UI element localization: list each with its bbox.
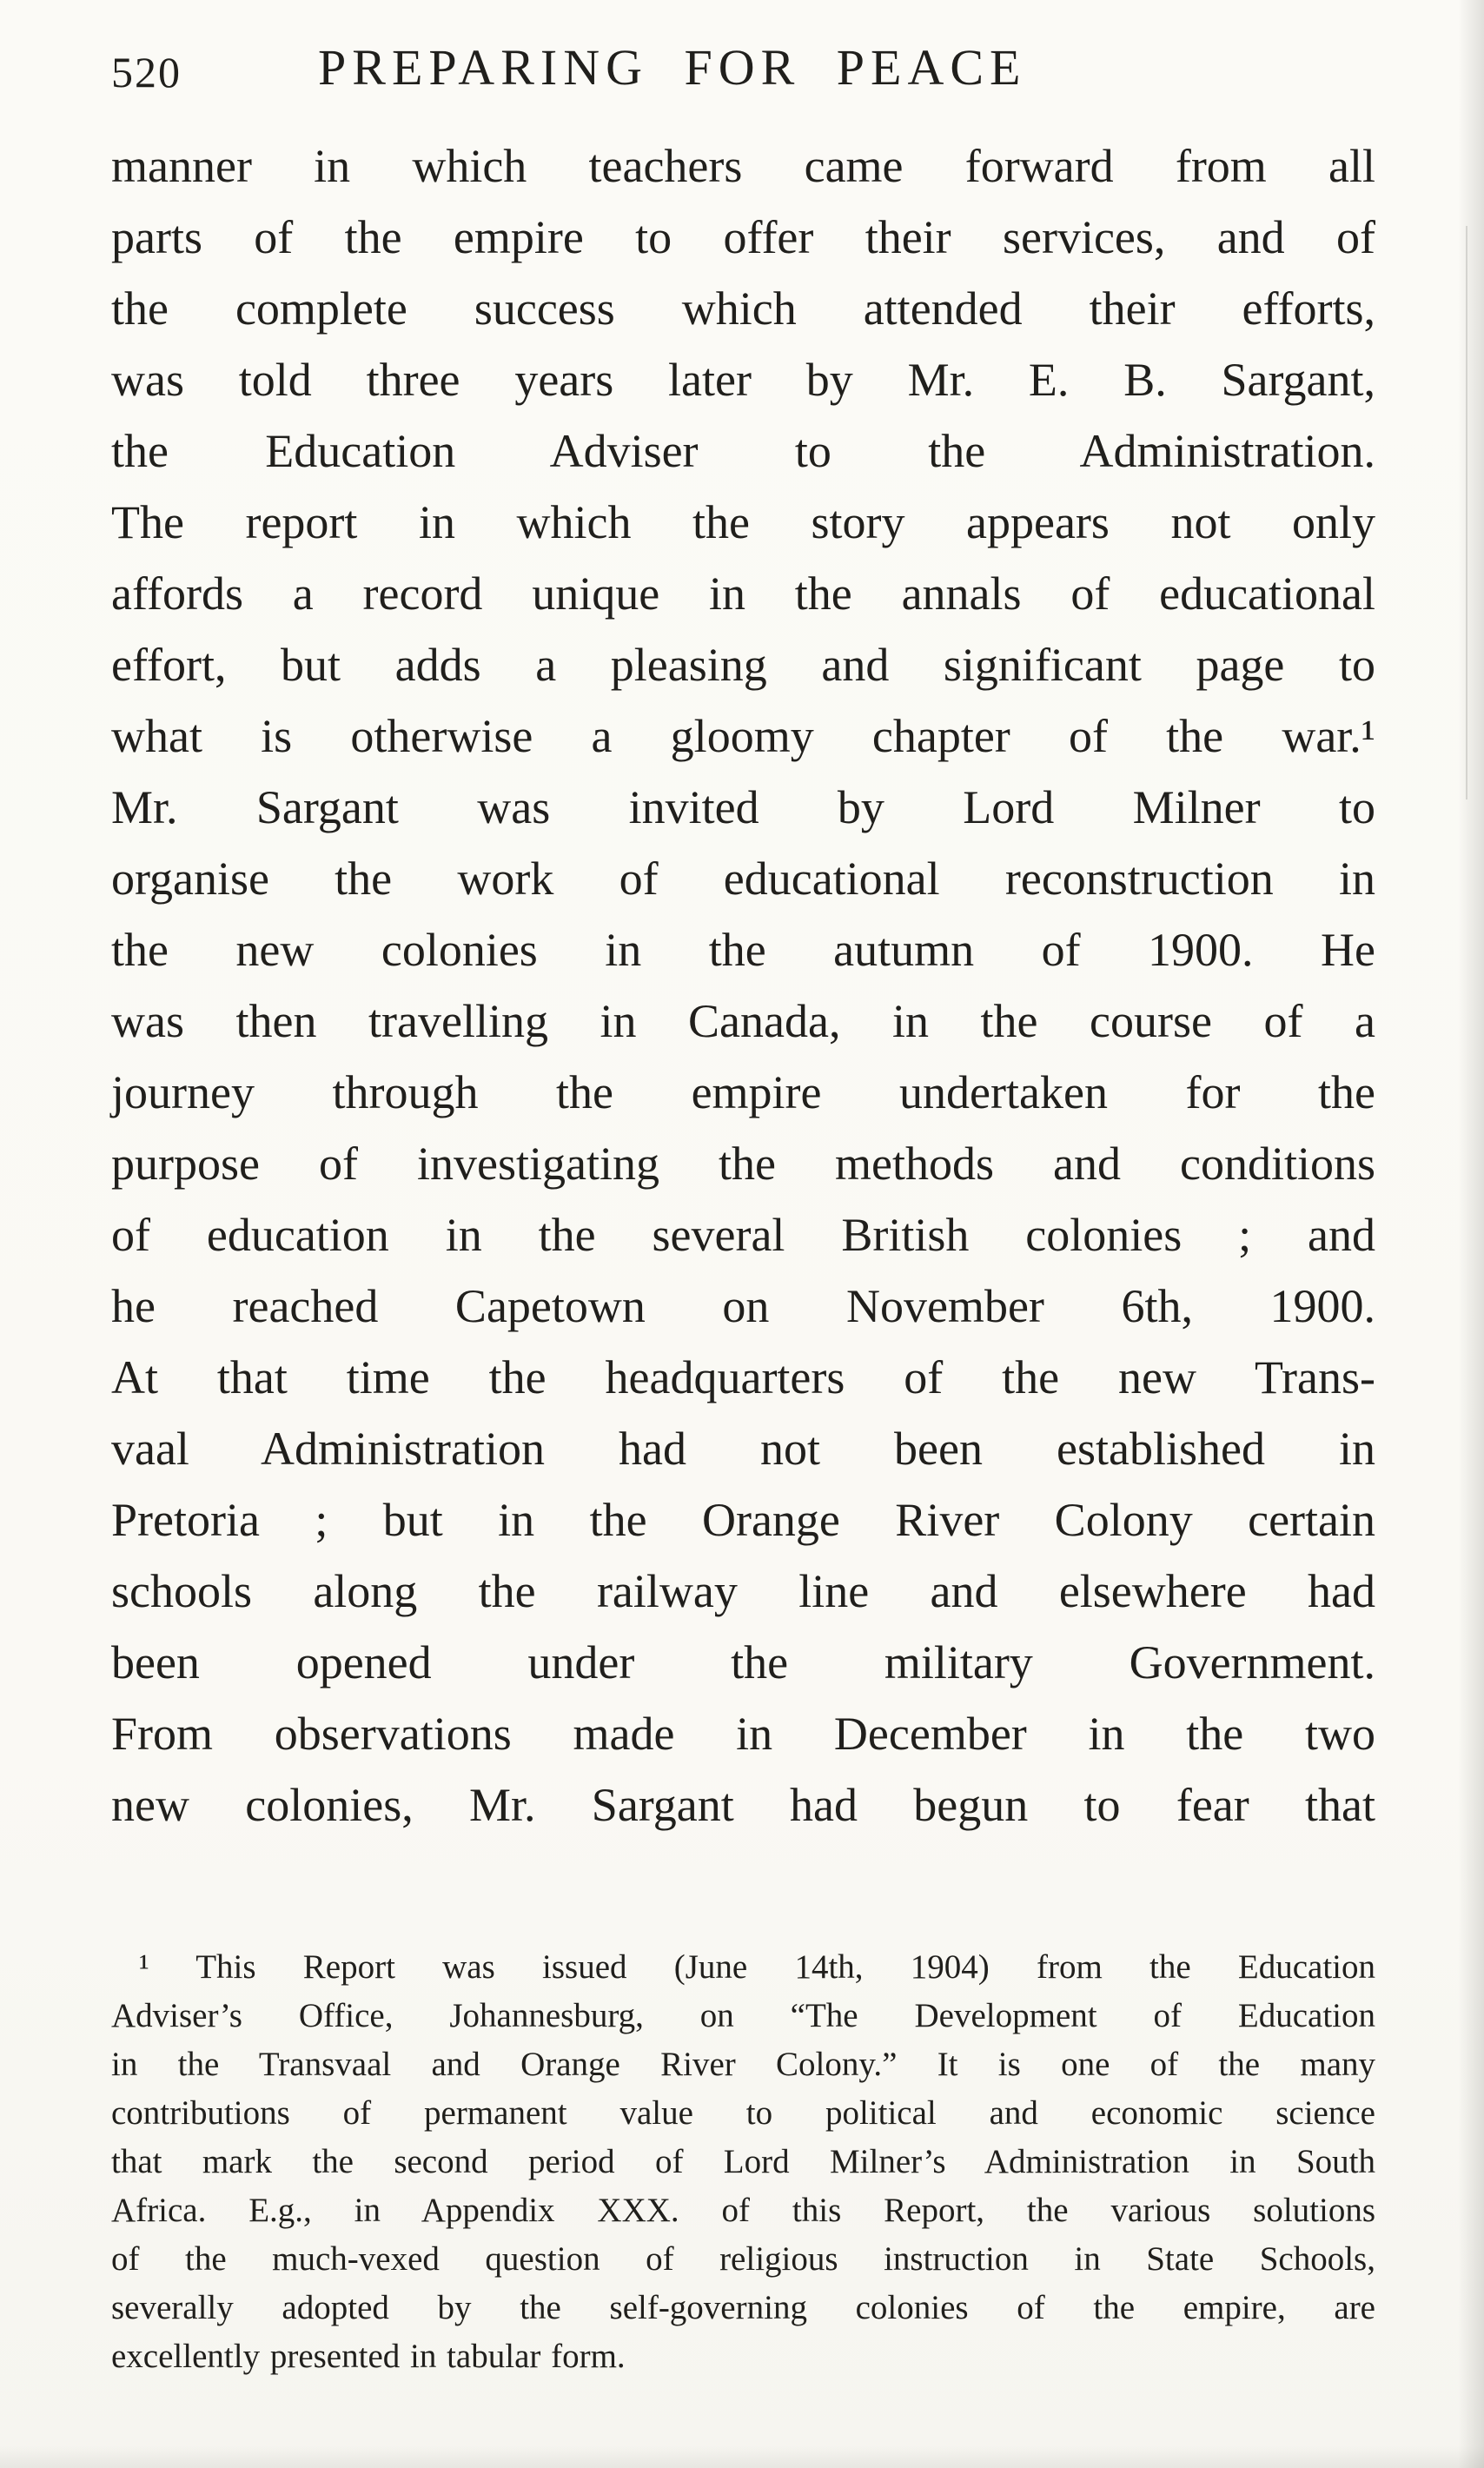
text-line: of the much-vexed question of religious instruction in State Schools, [111, 2240, 1375, 2278]
text-line: The report in which the story appears not only [111, 496, 1375, 548]
text-line: been opened under the military Government. [111, 1636, 1375, 1688]
text-line: effort, but adds a pleasing and significant page to [111, 639, 1375, 691]
text-line: that mark the second period of Lord Milner’s Administration in South [111, 2143, 1375, 2180]
text-line: new colonies, Mr. Sargant had begun to fear that [111, 1779, 1375, 1831]
text-line: the Education Adviser to the Administration. [111, 425, 1375, 477]
text-line: Africa. E.g., in Appendix XXX. of this Report, the various solutions [111, 2192, 1375, 2229]
text-line: schools along the railway line and elsewhere had [111, 1565, 1375, 1617]
text-line: excellently presented in tabular form. [111, 2338, 626, 2375]
text-line: in the Transvaal and Orange River Colony.” It is one of the many [111, 2046, 1375, 2083]
text-line: Pretoria ; but in the Orange River Colony certain [111, 1494, 1375, 1546]
text-line: what is otherwise a gloomy chapter of the war.¹ [111, 710, 1375, 762]
text-line: From observations made in December in the two [111, 1708, 1375, 1760]
text-line: the new colonies in the autumn of 1900. He [111, 924, 1375, 976]
body-text [111, 130, 1375, 1841]
page-number: 520 [111, 48, 182, 96]
text-line: organise the work of educational reconstruction in [111, 853, 1375, 905]
text-line: severally adopted by the self-governing colonies of the empire, are [111, 2289, 1375, 2326]
text-line: was told three years later by Mr. E. B. Sargant, [111, 354, 1375, 406]
text-line: was then travelling in Canada, in the course of a [111, 995, 1375, 1047]
text-line: Mr. Sargant was invited by Lord Milner to [111, 781, 1375, 833]
text-line: purpose of investigating the methods and conditions [111, 1138, 1375, 1190]
text-line: the complete success which attended their efforts, [111, 282, 1375, 335]
text-line: manner in which teachers came forward from all [111, 140, 1375, 192]
text-line: vaal Administration had not been established in [111, 1423, 1375, 1475]
footnote [111, 1943, 1375, 2381]
text-line: of education in the several British colonies ; and [111, 1209, 1375, 1261]
running-head-title: PREPARING FOR PEACE [318, 39, 1027, 96]
text-line: journey through the empire undertaken for the [111, 1066, 1375, 1118]
text-line: parts of the empire to offer their services, and of [111, 211, 1375, 263]
text-line: Adviser’s Office, Johannesburg, on “The Development of Education [111, 1997, 1375, 2034]
text-line: affords a record unique in the annals of educational [111, 567, 1375, 620]
text-line: he reached Capetown on November 6th, 1900. [111, 1280, 1375, 1332]
scan-artifact [1466, 226, 1467, 799]
page-header [111, 38, 1375, 104]
text-line: ¹ This Report was issued (June 14th, 1904) from the Education [139, 1948, 1375, 1986]
text-line: contributions of permanent value to political and economic science [111, 2094, 1375, 2132]
text-line: At that time the headquarters of the new Trans- [111, 1351, 1375, 1403]
